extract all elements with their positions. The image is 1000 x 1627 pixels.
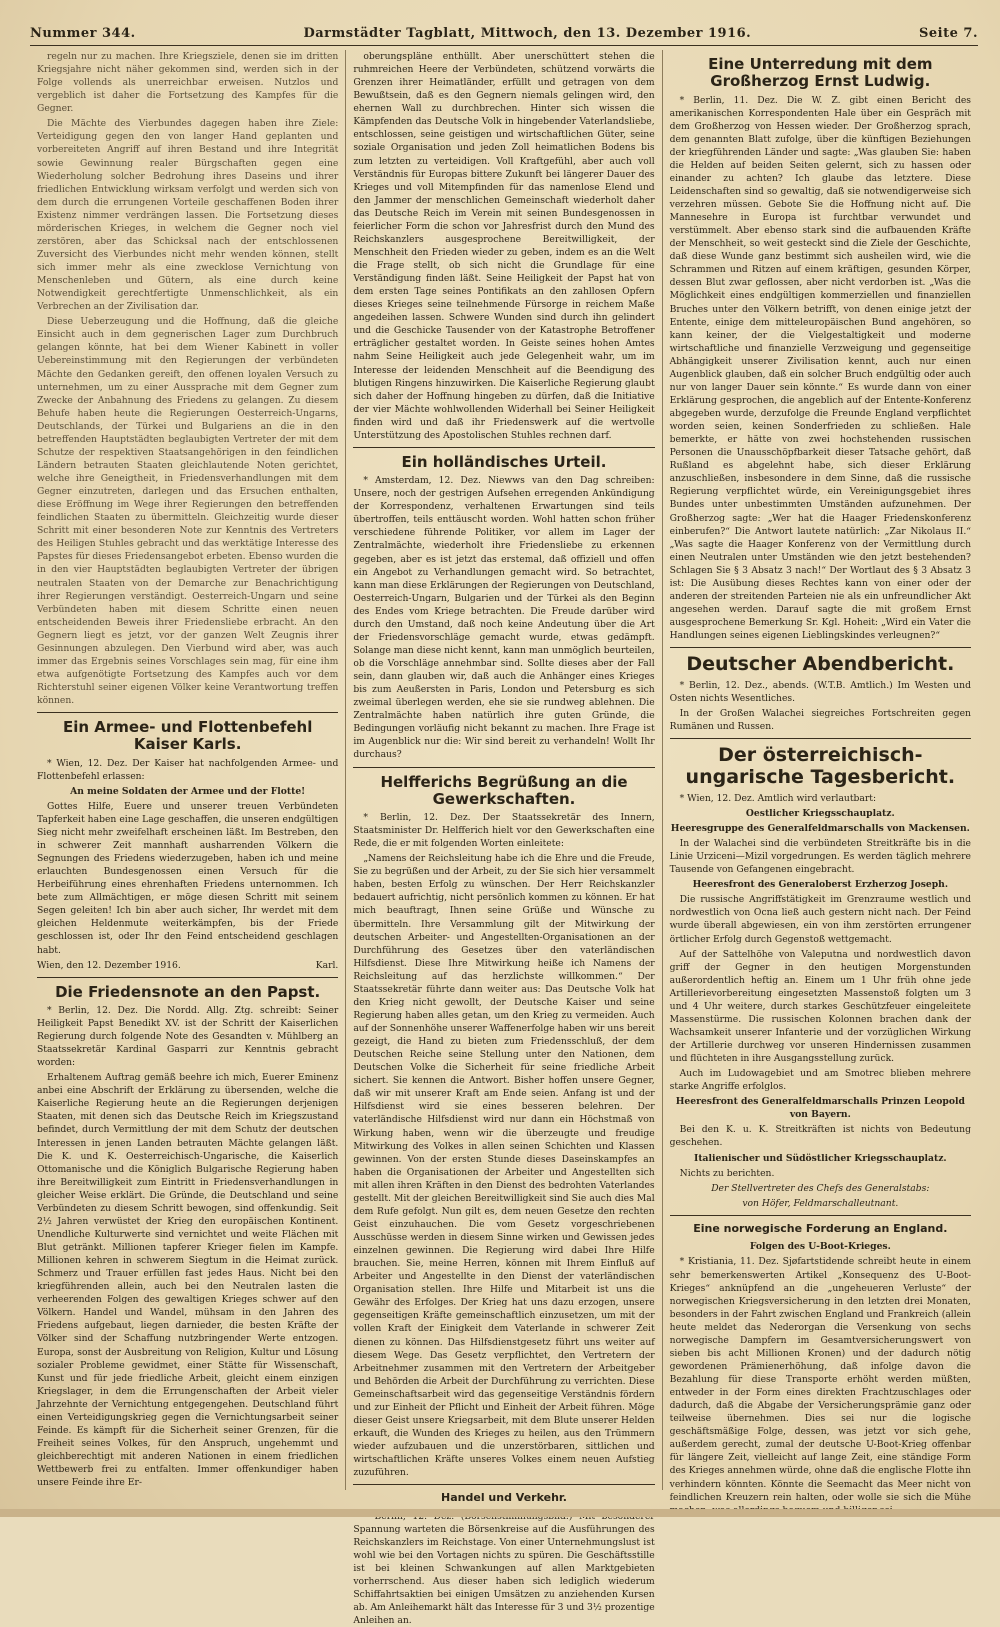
article-subtitle: Folgen des U-Boot-Krieges. [749,1241,891,1253]
signature-name: von Höfer, Feldmarschalleutnant. [742,1197,899,1209]
section-heading: Oestlicher Kriegsschauplatz. [745,807,895,819]
paragraph: Nichts zu berichten. [679,1167,775,1179]
divider [670,738,971,739]
paragraph: * Berlin, 12. Dez. Die Nordd. Allg. Ztg. schreibt: Seiner Heiligkeit Papst Benedikt XV. ist der Schritt der Kaiserlichen Regierung durch folgende Note des Gesandten v. Mühlberg an Staatssekretär Kardinal Gasparri zur Kenntnis gebracht worden: [37,1004,339,1069]
article-title-grossherzog: Eine Unterredung mit dem Großherzog Ernst Ludwig. [708,55,933,91]
paragraph: * Berlin, 11. Dez. Die W. Z. gibt einen Bericht des amerikanischen Korrespondenten Hale über ein Gespräch mit dem Großherzog von Hessen wieder. Der Großherzog sprach, dem genannten Blatt zufolge, über die künftigen Beziehungen der kriegführenden Länder und sagte: „Was glauben Sie: haben die Helden auf beiden Seiten gelernt, sich zu hassen oder einander zu achten? Ich glaube das letztere. Diese Leidenschaften sind so gewaltig, daß sie notwendigerweise sich verzehren müssen. Gebote Sie die Hoffnung nicht auf. Die Mannesehre in Europa ist furchtbar verwundet und verstümmelt. Aber ebenso stark sind die aufbauenden Kräfte der Menschheit, so weit gesteckt sind die Ziele der Geschichte, daß diese Wunde ganz bestimmt sich ausheilen wird, wie die Schrammen und Ritzen auf einem kräftigen, gesunden Körper, dessen Blut zwar geflossen, aber nicht verdorben ist. „Was die Möglichkeit eines endgültigen kommerziellen und finanziellen Bruches unter den Völkern betrifft, von denen einige jetzt der Entente, einige dem mitteleuropäischen Bund angehören, so kann keiner, der die Vielgestaltigkeit und moderne wirtschaftliche und finanzielle Verzweigung und gegenseitige Abhängigkeit unserer Zivilisation kennt, auch nur einen Augenblick glauben, daß ein solcher Bruch endgültig oder auch nur von langer Dauer sein könnte.“ Es wurde dann von einer Erklärung gesprochen, die angeblich auf der Entente-Konferenz abgegeben wurde, derzufolge die Freunde England verpflichtet worden seien, keinen Sonderfrieden zu schließen. Hale bemerkte, er hätte von zwei hochstehenden russischen Personen die Unausschöpfbarkeit dieser Tatsache gehört, daß Rußland es abgelehnt habe, sich dieser Erklärung anzuschließen, insbesondere in dem Sinne, daß die russische Regierung verpflichtet würde, ein Vereinigungsgebiet ihres Bundes unter unbestimmten Umständen aufzunehmen. Der Großherzog sagte: „Wer hat die Haager Friedenskonferenz einberufen?“ Die Antwort lautete natürlich: „Zar Nikolaus II.“ „Was sagte die Haager Konferenz von der Vermittlung durch einen Neutralen unter Umständen wie den jetzt bestehenden? Schlagen Sie § 3 Absatz 3 nach!“ Der Wortlaut des § 3 Absatz 3 ist: Die Ausübung dieses Rechtes kann von einer oder der anderen der streitenden Parteien nie als ein unfreundlicher Akt angesehen werden. Darauf sagte die mit großem Ernst ausgesprochene Bemerkung Sr. Kgl. Hoheit: „Wird ein Vater die Handlungen seines eigenen Lieblingskindes verleugnen?“ [669,94,971,642]
article-title-helfferich: Helfferichs Begrüßung an die Gewerkschaften. [380,772,628,808]
columns [30,50,978,1627]
signature-line [37,959,338,972]
section-heading: Heeresgruppe des Generalfeldmarschalls von Mackensen. [670,823,970,835]
paragraph: Erhaltenem Auftrag gemäß beehre ich mich, Euerer Eminenz anbei eine Abschrift der Erklärung zu übersenden, welche die Kaiserliche Regierung heute an die Regierungen derjenigen Staaten, mit denen sich das Deutsche Reich im Kriegszustand befindet, durch Vermittlung der mit dem Schutz der deutschen Interessen in jenen Landen betrauten Mächte gelangen läßt. Die K. und K. Oesterreichisch-Ungarische, die Kaiserlich Ottomanische und die Königlich Bulgarische Regierung haben ihre Bereitwilligkeit zum Eintritt in Friedensverhandlungen in gleicher Weise erklärt. Die Gründe, die Deutschland und seine Verbündeten zu diesem Schritt bewogen, sind offenkundig. Seit 2½ Jahren verwüstet der Krieg den europäischen Kontinent. Unendliche Kulturwerte sind vernichtet und weite Flächen mit Blut getränkt. Millionen tapferer Krieger fielen im Kampfe. Millionen kehren in schwerem Siegtum in die Heimat zurück. Schmerz und Trauer erfüllen fast jedes Haus. Nicht bei den kriegführenden allein, auch bei den Neutralen lasten die verheerenden Folgen des gewaltigen Krieges schwer auf den Völkern. Handel und Wandel, mühsam in den Jahren des Friedens aufgebaut, liegen darnieder, die besten Kräfte der Völker sind der Schaffung nutzbringender Werte entzogen. Europa, sonst der Ausbreitung von Religion, Kultur und Lösung sozialer Probleme gewidmet, einer Stätte für Wissenschaft, Kunst und für jede friedliche Arbeit, gleicht einem einzigen Kriegslager, in dem die Errungenschaften der Arbeit vieler Jahrzehnte der Vernichtung entgegengehen. Deutschland führt einen Verteidigungskrieg gegen die Vernichtungsarbeit seiner Feinde. Es kämpft für die Sicherheit seiner Grenzen, für die Freiheit seines Volkes, für den Anspruch, ungehemmt und gleichberechtigt mit anderen Nationen in einem friedlichen Wettbewerb frei zu entfalten. Immer offenkundiger haben unsere Feinde ihre Er- [37,1072,339,1489]
paragraph: In der Walachei sind die verbündeten Streitkräfte bis in die Linie Urziceni—Mizil vorgedrungen. Es werden täglich mehrere Tausende von Gefangenen eingebracht. [669,838,971,876]
article-title-armeebefehl: Ein Armee- und Flottenbefehl Kaiser Karls. [62,718,313,754]
paragraph: oberungspläne enthüllt. Aber unerschüttert stehen die ruhmreichen Heere der Verbündeten, schützend vorwärts die Grenzen ihrer Heimatländer, erfüllt und getragen von dem Bewußtsein, daß es den Gegnern niemals gelingen wird, den ehernen Wall zu durchbrechen. Hinter sich wissen die Kämpfenden das Deutsche Volk in hingebender Vaterlandsliebe, entschlossen, seine geistigen und wirtschaftlichen Güter, seine soziale Organisation und jeden Zoll heimatlichen Bodens bis zum letzten zu verteidigen. Voll Kraftgefühl, aber auch voll Verständnis für Europas bittere Zukunft bei längerer Dauer des Krieges und voll Mitempfinden für das namenlose Elend und den Jammer der menschlichen Gemeinschaft wiederholt daher das Deutsche Reich im Verein mit seinen Bundesgenossen in feierlicher Form die schon vor Jahresfrist durch den Mund des Reichskanzlers ausgesprochene Bereitwilligkeit, der Menschheit den Frieden wieder zu geben, indem es an die Welt die Frage stellt, ob sich nicht die Grundlage für eine Verständigung finden läßt. Seine Heiligkeit der Papst hat von dem ersten Tage seines Pontifikats an den zahllosen Opfern dieses Krieges seine teilnehmende Fürsorge in reichem Maße angedeihen lassen. Schwere Wunden sind durch ihn gelindert und die Geschicke Tausender von der Katastrophe Betroffener erträglicher gestaltet worden. In Geiste seines hohen Amtes nahm Seine Heiligkeit auch jede Gelegenheit wahr, um im Interesse der leidenden Menschheit auf die Beendigung des blutigen Ringens hinzuwirken. Die Kaiserliche Regierung glaubt sich daher der Hoffnung hingeben zu dürfen, daß die Initiative der vier Mächte wohlwollenden Widerhall bei Seiner Heiligkeit finden wird und daß ihr Friedenswerk auf die wertvolle Unterstützung des Apostolischen Stuhles rechnen darf. [353,51,655,441]
paragraph: An meine Soldaten der Armee und der Flotte! [70,785,306,797]
signature-name: Karl. [315,959,339,971]
paragraph: Gottes Hilfe, Euere und unserer treuen Verbündeten Tapferkeit haben eine Lage geschaffen, die unseren endgültigen Sieg nicht mehr zweifelhaft erscheinen läßt. Im Bestreben, den in schwerer Zeit mannhaft ausharrenden Völkern die Segnungen des Friedens wiederzugeben, haben ich und meine erlauchten Bundesgenossen einen Versuch für die Herbeiführung eines ehrenhaften Friedens unternommen. Ich bete zum Allmächtigen, er möge diesen Schritt mit seinem Segen geleiten! Ich bin aber auch sicher, Ihr werdet mit dem gleichen Heldenmute weiterkämpfen, bis der Friede geschlossen ist, oder Ihr den Feind entscheidend geschlagen habt. [37,800,339,956]
divider [37,977,338,978]
divider [353,1484,654,1485]
paragraph: Auch im Ludowagebiet und am Smotrec blieben mehrere starke Angriffe erfolglos. [669,1068,971,1093]
paragraph: „Namens der Reichsleitung habe ich die Ehre und die Freude, Sie zu begrüßen und der Arbeit, zu der Sie sich hier versammelt haben, besten Erfolg zu wünschen. Der Herr Reichskanzler bedauert aufrichtig, nicht persönlich kommen zu können. Er hat mich beauftragt, Ihnen seine Grüße und Wünsche zu übermitteln. Ihre Versammlung gilt der Mitwirkung der deutschen Arbeiter- und Angestellten-Organisationen an der Durchführung des Gesetzes über den vaterländischen Hilfsdienst. Diese Ihre Mitwirkung heiße ich Namens der Reichsleitung auf das herzlichste willkommen.“ Der Staatssekretär führte dann weiter aus: Das Deutsche Volk hat den Krieg nicht gewollt, der Deutsche Kaiser und seine Regierung haben alles getan, um den Krieg zu vermeiden. Auch auf der Sonnenhöhe unserer Waffenerfolge haben wir uns bereit gezeigt, die Hand zu bieten zum Friedensschluß, der dem Deutschen Reiche seine Stellung unter den Nationen, dem Deutschen Volke die Sicherheit für seine friedliche Arbeit sichert. Sie kennen die Antwort. Bisher hoffen unsere Gegner, daß wir mit unserer Kraft am Ende seien. Anfang ist und der Hilfsdienst wird sie eines besseren belehren. Der vaterländische Hilfsdienst wird nur dann ein Höchstmaß von Wirkung haben, wenn wir die überzeugte und freudige Mitwirkung des Volkes in allen seinen Schichten und Klassen gewinnen. Von der ersten Stunde dieses Daseinskampfes an haben die Organisationen der Arbeiter und Angestellten sich mit allen ihren Kräften in den Dienst des bedrohten Vaterlandes gestellt. Mit der gleichen Bereitwilligkeit sind Sie auch dies Mal dem Rufe gefolgt. Nun gilt es, dem neuen Gesetze den rechten Geist einzuhauchen. Die vom Gesetz vorgeschriebenen Ausschüsse werden in diesem Sinne wirken und Gewissen jedes einzelnen gewinnen. Die Regierung wird dabei Ihre Hilfe brauchen. Sie, meine Herren, können mit Ihrem Einfluß auf Arbeiter und Angestellte in den Dienst der vaterländischen Organisation stellen. Ihre Hilfe und Mitarbeit ist uns die Gewähr des Erfolges. Der Krieg hat uns dazu erzogen, unsere gegenseitigen Kräfte gemeinschaftlich einzusetzen, um mit der vollen Kraft der Einigkeit dem Vaterlande in schwerer Zeit dienen zu können. Das Hilfsdienstgesetz führt uns weiter auf diesem Wege. Das Gesetz verpflichtet, den Vertretern der Arbeitnehmer zusammen mit den Vertretern der Arbeitgeber und Behörden die Arbeit der Durchführung zu verrichten. Diese Gemeinschaftsarbeit wird das gegenseitige Verständnis fördern und zur Einheit der Pflicht und Einheit der Arbeit führen. Möge dieser Geist unsere Kriegsarbeit, mit dem Blute unserer Helden erkauft, die Wunden des Krieges zu heilen, aus den Trümmern wieder aufzubauen und die unzerstörbaren, sittlichen und wirtschaftlichen Kräfte unseres Volkes einem neuen Aufstieg zuzuführen. [353,853,655,1479]
article-title-abendbericht: Deutscher Abendbericht. [686,653,955,676]
paragraph: * Berlin, 12. Dez. Der Staatssekretär des Innern, Staatsminister Dr. Helfferich hielt vor den Gewerkschaften eine Rede, die er mit folgenden Worten einleitete: [353,812,655,850]
divider [37,712,338,713]
paragraph: In der Großen Walachei siegreiches Fortschreiten gegen Rumänen und Russen. [669,708,971,733]
paragraph: * Kristiania, 11. Dez. Sjøfartstidende schreibt heute in einem sehr bemerkenswerten Artikel „Konsequenz des U-Boot-Krieges“ anknüpfend an die „ungeheueren Verluste“ der norwegischen Kriegsversicherung in den letzten drei Monaten, besonders in der Fahrt zwischen England und Frankreich (allein heute meldet das Nederorgan die Versenkung von sechs norwegische Dampfern im Gesamtversicherungswert von sieben bis acht Millionen Kronen) und der dadurch nötig gewordenen Prämienerhöhung, daß infolge davon die Bezahlung für diese Transporte erhöht werden müßten, entweder in der Form eines direkten Frachtzuschlages oder dadurch, daß die Abgabe der Versicherungsprämie ganz oder teilweise übernehmen. Dies sei nur die logische geschäftsmäßige Folge, dessen, was jetzt vor sich gehe, außerdem gerecht, zumal der deutsche U-Boot-Krieg offenbar für längere Zeit, vielleicht auf lange Zeit, eine ständige Form des Krieges annehmen würde, ohne daß die englische Flotte ihn verhindern könnten. Könnte die Seemacht das Meer nicht von feindlichen Kreuzern rein halten, oder wolle sie sich die Mühe [669,1256,971,1503]
article-title-hollaendisch: Ein holländisches Urteil. [401,452,607,471]
article-title-tagesbericht: Der österreichisch-ungarische Tagesbericht. [685,744,956,789]
paragraph: * Amsterdam, 12. Dez. Niewws van den Dag schreiben: Unsere, noch der gestrigen Aufsehen erregenden Ankündigung der Korrespondenz, verhaltenen Erwartungen sind teils übertroffen, teils enttäuscht worden. Wohl hatten schon früher verschiedene führende Politiker, vor allem im Lager der Zentralmächte, wiederholt ihre Friedensliebe zu erkennen gegeben, aber es ist jetzt das erstemal, daß offiziell und offen ein Angebot zu Verhandlungen gemacht wird. So betrachtet, kann man diese Erklärungen der Regierungen von Deutschland, Oesterreich-Ungarn, Bulgarien und der Türkei als den Beginn des Endes vom Kriege betrachten. Die Freude darüber wird durch den Umstand, daß noch keine Andeutung über die Art der Friedensvorschläge gemacht wurde, etwas gedämpft. Solange man diese nicht kennt, kann man unmöglich beurteilen, ob die Vorschläge annehmbar sind. Sollte dieses aber der Fall sein, dann glauben wir, daß auch die Anhänger eines Krieges bis zum Aeußersten in Paris, London und Petersburg es sich zweimal überlegen werden, ehe sie sie rundweg ablehnen. Die Zentralmächte haben natürlich ihre guten Gründe, die Bedingungen vorläufig nicht bekannt zu machen. Ihre Frage ist im Augenblick nur die: Wir sind bereit zu verhandeln! Wollt Ihr durchaus? [353,475,655,761]
paragraph: Die russische Angriffstätigkeit im Grenzraume westlich und nordwestlich von Ocna ließ auch gestern nicht nach. Der Feind wurde überall abgewiesen, ein von ihm zerstörten errungener örtlicher Erfolg durch Gegenstoß wettgemacht. [669,894,971,945]
article-title-papst: Die Friedensnote an den Papst. [55,982,321,1001]
masthead [30,26,978,46]
section-heading: Italienischer und Südöstlicher Kriegsschauplatz. [694,1152,947,1164]
section-heading: Heeresfront des Generalfeldmarschalls Prinzen Leopold von Bayern. [675,1096,965,1121]
signature-place: Wien, den 12. Dezember 1916. [37,959,181,971]
page-number: Seite 7. [919,26,978,41]
paragraph: Die Mächte des Vierbundes dagegen haben ihre Ziele: Verteidigung gegen den von langer Hand geplanten und vorbereiteten Angriff auf ihren Bestand und ihre Integrität sowie Gewinnung realer Bürgschaften gegen eine Wiederholung solcher Bedrohung ihres Daseins und ihrer friedlichen Entwicklung wirksam verfolgt und werden sich von dem durch die errungenen Vorteile geschaffenen Boden ihrer Existenz nimmer verdrängen lassen. Die Fortsetzung dieses mörderischen Krieges, in welchem die Gegner noch viel zerstören, aber das Schicksal nach der entschlossenen Zuversicht des Vierbundes nicht mehr wenden können, stellt sich immer mehr als eine zwecklose Vernichtung von Menschenleben und Gütern, als eine durch keine Notwendigkeit gerechtfertigte Unmenschlichkeit, als ein Verbrechen an der Zivilisation dar. [37,118,339,313]
divider [353,447,654,448]
issue-number: Nummer 344. [30,26,136,41]
paragraph: * Wien, 12. Dez. Der Kaiser hat nachfolgenden Armee- und Flottenbefehl erlassen: [37,757,339,782]
divider [670,1215,971,1216]
column-2 [345,50,661,1627]
column-3 [662,50,978,1503]
paragraph: Diese Ueberzeugung und die Hoffnung, daß die gleiche Einsicht auch in dem gegnerischen Lager zum Durchbruch gelangen könnte, hat bei dem Wiener Kabinett in voller Uebereinstimmung mit den Regierungen der verbündeten Mächte den Gedanken gereift, den offenen loyalen Versuch zu unternehmen, um zu einer Aussprache mit dem Gegner zum Zwecke der Anbahnung des Friedens zu gelangen. Zu diesem Behufe haben heute die Regierungen Oesterreich-Ungarns, Deutschlands, der Türkei und Bulgariens an die in den betreffenden Hauptstädten beglaubigten Vertreter der mit dem Schutze der respektiven Staatsangehörigen in den feindlichen Ländern betrauten Staaten gleichlautende Noten gerichtet, welche ihre Geneigtheit, in Friedensverhandlungen mit dem Gegner einzutreten, darlegen und das Ersuchen enthalten, diese Eröffnung im Wege ihrer Regierungen den betreffenden feindlichen Staaten zu übermitteln. Gleichzeitig wurde dieser Schritt mit einer besonderen Note zur Kenntnis des Vertreters des Heiligen Stuhles gebracht und das werktätige Interesse des Papstes für dieses Friedensangebot erbeten. Ebenso wurden die in den vier Hauptstädten beglaubigten Vertreter der übrigen neutralen Staaten von der Demarche zur Benachrichtigung ihrer Regierungen verständigt. Oesterreich-Ungarn und seine Verbündeten haben mit diesem Schritte einen neuen entscheidenden Beweis ihrer Friedensliebe erbracht. An den Gegnern liegt es jetzt, vor der ganzen Welt Zeugnis ihrer Gesinnungen abzulegen. Den Vierbund wird aber, was auch immer das Ergebnis seines Vorschlages sein mag, für eine ihm etwa aufgenötigte Fortsetzung des Kampfes auch vor dem Richterstuhl seiner eigenen Völker keine Verantwortung treffen können. [37,316,339,707]
divider [670,647,971,648]
article-title-norwegisch: Eine norwegische Forderung an England. [693,1221,948,1235]
newspaper-title-date: Darmstädter Tagblatt, Mittwoch, den 13. Dezember 1916. [303,26,752,41]
paragraph: Auf der Sattelhöhe von Valeputna und nordwestlich davon griff der Gegner in den heutigen Morgenstunden außerordentlich heftig an. Einem um 1 Uhr früh ohne jede Artillerievorbereitung eingesetzten Massenstoß folgten um 3 und 4 Uhr weitere, durch starkes Geschützfeuer eingeleitete Massenstürme. Die russischen Kolonnen brachen dank der Wachsamkeit unserer Infanterie und der vorzüglichen Wirkung der Artillerie durchweg vor unseren Hindernissen zusammen und flüchteten in ihre Ausgangsstellung zurück. [669,948,971,1065]
col1-intro [37,50,338,707]
article-title-handel: Handel und Verkehr. [441,1491,567,1505]
paragraph: * Wien, 12. Dez. Amtlich wird verlautbart: [679,792,877,804]
paragraph: regeln nur zu machen. Ihre Kriegsziele, denen sie im dritten Kriegsjahre nicht näher gekommen sind, werden sich in der Folge vollends als unerreichbar erweisen. Nutzlos und vergeblich ist daher die Fortsetzung des Kampfes für die Gegner. [37,51,339,115]
paper-edge [0,1509,1000,1517]
divider [353,767,654,768]
paragraph: Spannung warteten die Börsenkreise auf die Ausführungen des Reichskanzlers im Reichstage. Von einer Unternehmungslust ist wohl wie bei den Vortagen nichts zu spüren. Die Geschäftsstille ist bei kleinen Schwankungen auf allen Marktgebieten vorherrschend. Aus dieser haben sich lediglich wiederum Schiffahrtsaktien bei einigen Umsätzen zu anziehenden Kursen ab. Am Anleihemarkt hält das Interesse für 3 und 3½ prozentige Anleihen an. [353,1523,655,1627]
column-1 [30,50,345,1490]
section-heading: Heeresfront des Generaloberst Erzherzog Joseph. [692,879,949,891]
paragraph: Bei den K. u. K. Streitkräften ist nichts von Bedeutung geschehen. [669,1124,971,1149]
paragraph: * Berlin, 12. Dez., abends. (W.T.B. Amtlich.) Im Westen und Osten nichts Wesentliches. [669,679,971,705]
signature-title: Der Stellvertreter des Chefs des Generalstabs: [711,1182,930,1194]
